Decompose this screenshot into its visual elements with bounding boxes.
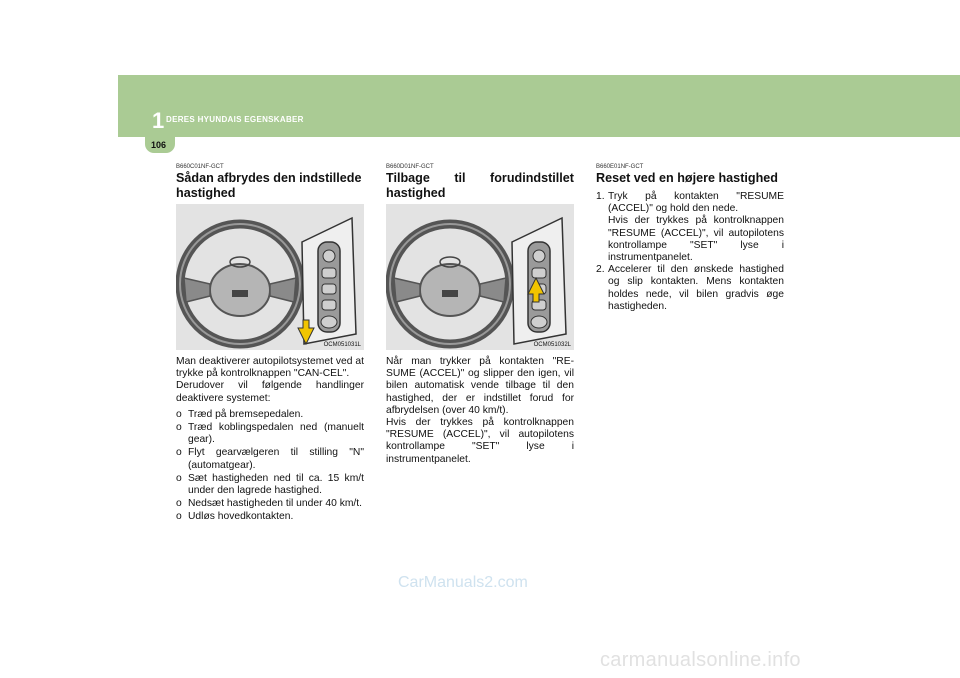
chapter-number: 1 bbox=[152, 108, 165, 133]
section-paragraph: Når man trykker på kontakten "RE-SUME (ACCEL)" og slipper den igen, vil bilen automatisk vende tilbage til den hastighed, der er indstillet forud for afbrydelsen (over 40 km/t). Hvis der trykkes på kontrolknappen "RESUME (ACCEL)", vil autopilotens kontrollampe "SET" lyse i instrumentpanelet. bbox=[386, 356, 574, 465]
list-item: o Træd på bremsepedalen. bbox=[176, 408, 304, 420]
section-resume bbox=[386, 160, 574, 466]
section-reset bbox=[596, 160, 784, 313]
page-number: 106 bbox=[151, 140, 167, 150]
section-cancel bbox=[176, 160, 364, 525]
list-item: 2. Accelerer til den ønskede hastighed og slip kontakten. Mens kontakten holdes nede, vil bilen gradvis øge hastigheden. bbox=[596, 264, 784, 312]
section-code: B660E01NF-GCT bbox=[596, 164, 644, 170]
list-item: o Træd koblingspedalen ned (manuelt gear). bbox=[176, 422, 364, 446]
watermark-bottom: carmanualsonline.info bbox=[600, 649, 801, 671]
section-heading: Reset ved en højere hastighed bbox=[596, 171, 778, 185]
list-item: o Flyt gearvælgeren til stilling "N" (automatgear). bbox=[176, 447, 364, 471]
chapter-title: DERES HYUNDAIS EGENSKABER bbox=[166, 115, 304, 124]
steering-wheel-figure bbox=[176, 204, 364, 350]
list-item: o Sæt hastigheden ned til ca. 15 km/t under den lagrede hastighed. bbox=[176, 472, 364, 497]
steering-wheel-figure bbox=[386, 204, 574, 350]
steering-wheel-illustration bbox=[176, 204, 364, 350]
section-heading: Tilbage til forudindstillet bbox=[386, 171, 574, 185]
list-item: o Udløs hovedkontakten. bbox=[176, 511, 294, 523]
section-paragraph: Man deaktiverer autopilotsystemet ved at trykke på kontrolknappen "CAN-CEL". Derudover vil følgende handlinger deaktivere systemet: bbox=[176, 356, 364, 404]
list-item: 1. Tryk på kontakten "RESUME (ACCEL)" og hold den nede. Hvis der trykkes på kontrolknappen "RESUME (ACCEL)", vil autopilotens kontrollampe "SET" lyse i instrumentpanelet. bbox=[596, 191, 784, 264]
header-band bbox=[118, 75, 960, 137]
figure-code: OCM051032L bbox=[533, 342, 571, 348]
section-heading: Sådan afbrydes den indstillede hastighed bbox=[176, 171, 362, 200]
figure-code: OCM051031L bbox=[323, 342, 361, 348]
section-code: B660C01NF-GCT bbox=[176, 164, 224, 170]
list-item: o Nedsæt hastigheden til under 40 km/t. bbox=[176, 498, 363, 510]
section-heading-cont: hastighed bbox=[386, 186, 446, 200]
steering-wheel-illustration bbox=[386, 204, 574, 350]
step-list bbox=[596, 191, 784, 313]
watermark-top: CarManuals2.com bbox=[398, 574, 528, 591]
section-code: B660D01NF-GCT bbox=[386, 164, 434, 170]
bullet-list bbox=[176, 409, 364, 524]
